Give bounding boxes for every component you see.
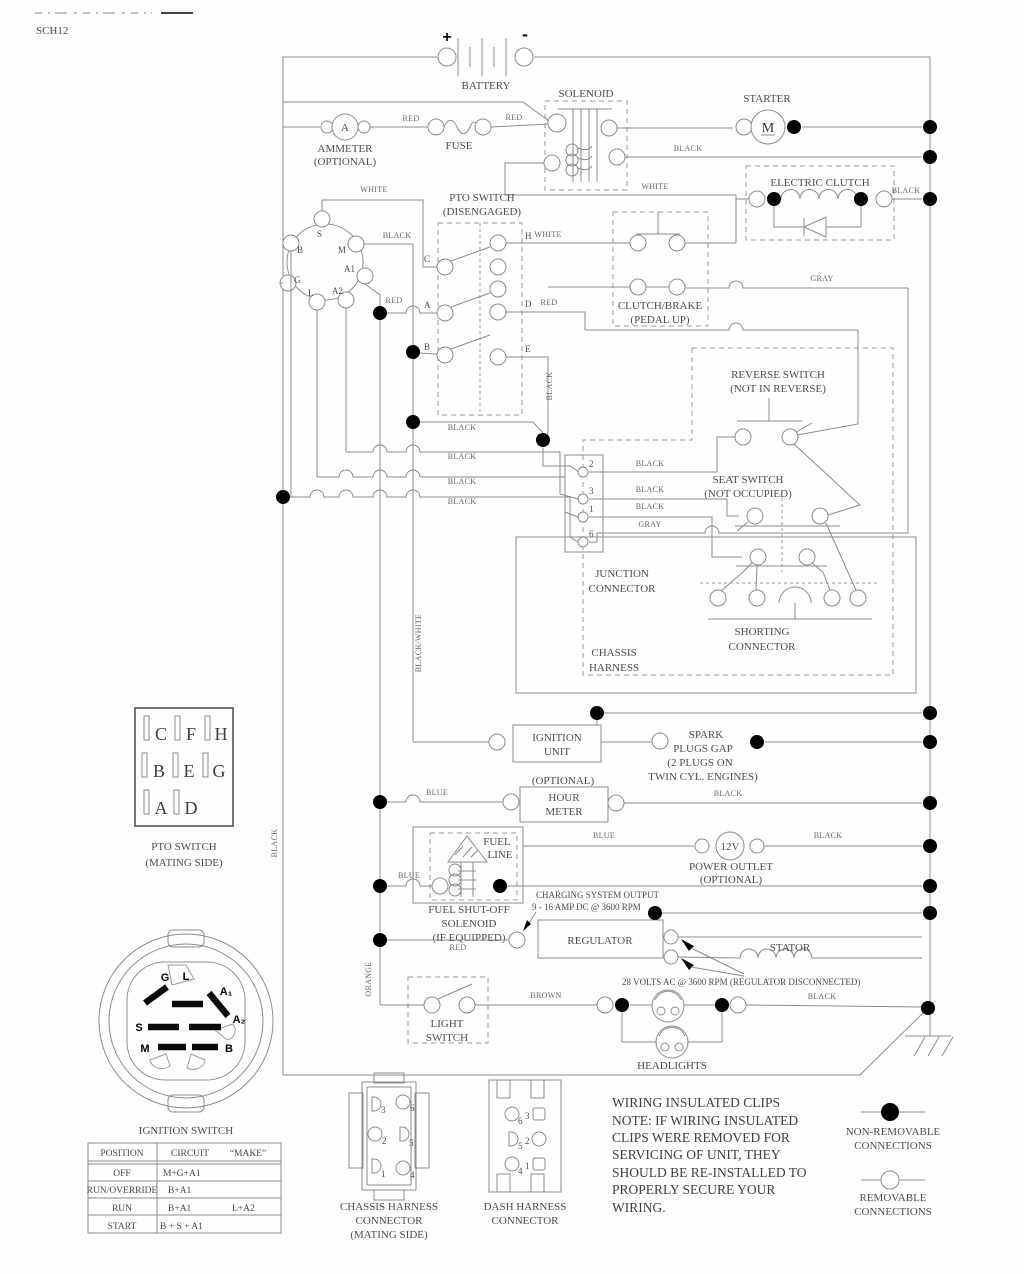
schematic-id: SCH12 <box>36 25 69 37</box>
power-outlet-symbol: 12V <box>720 841 740 853</box>
term-l: L <box>308 288 314 298</box>
wire-label-3: BLACK <box>891 186 921 195</box>
pto-switch-subtitle: (DISENGAGED) <box>442 206 522 218</box>
junction-pin-2: 2 <box>589 459 594 469</box>
wiring-clips-note <box>612 1095 807 1215</box>
dash-pin-2: 2 <box>525 1136 530 1146</box>
dash-conn-l2: CONNECTOR <box>491 1215 559 1227</box>
clutch-brake-label: CLUTCH/BRAKE <box>617 300 703 312</box>
wire-label-2: BLACK <box>673 144 703 153</box>
regulator-label: REGULATOR <box>567 935 633 947</box>
wire-label-15: BLACK <box>447 497 477 506</box>
rosette-a1: A₁ <box>219 986 233 998</box>
fuse-label: FUSE <box>445 140 473 152</box>
pto-switch-title: PTO SWITCH <box>449 192 515 204</box>
junction-label: JUNCTION <box>595 568 649 580</box>
dash-harness-connector <box>484 1080 567 1227</box>
mating-g: G <box>212 761 226 781</box>
chassis-outline-box <box>516 537 916 693</box>
nonremovable-connection-icon <box>881 1103 899 1121</box>
chassis-harness-sub: HARNESS <box>588 662 640 674</box>
dash-pin-5: 5 <box>518 1141 523 1151</box>
mating-e: E <box>183 761 195 781</box>
ignition-unit-sub: UNIT <box>543 746 571 758</box>
wire-label-16: BLACK <box>635 459 665 468</box>
light-switch <box>380 977 597 1044</box>
wire-label-28: ORANGE <box>364 961 373 997</box>
fuel-shutoff-solenoid <box>380 827 922 944</box>
light-switch-l2: SWITCH <box>425 1032 469 1044</box>
clutch-brake-sub: (PEDAL UP) <box>630 314 690 326</box>
wire-label-11: BLACK <box>545 371 554 401</box>
ammeter <box>283 114 376 168</box>
pto-pin-h: H <box>525 231 532 241</box>
reverse-sub: (NOT IN REVERSE) <box>730 383 826 395</box>
wire-label-14: BLACK <box>447 477 477 486</box>
note-line-2: NOTE: IF WIRING INSULATED <box>612 1113 799 1128</box>
pto-pin-e: E <box>525 344 531 354</box>
rosette-g: G <box>160 972 170 984</box>
wire-label-23: BLACK <box>713 789 743 798</box>
fuel-line-l1: FUEL <box>483 836 511 848</box>
wire-label-4: WHITE <box>360 185 388 194</box>
wire-label-13: BLACK <box>447 452 477 461</box>
tbl-h-circuit: CIRCUIT <box>171 1149 209 1159</box>
ignition-unit-label: IGNITION <box>532 732 582 744</box>
note-line-7: WIRING. <box>612 1200 666 1215</box>
fuel-solenoid-l2: SOLENOID <box>441 918 497 930</box>
wire-color-labels <box>270 113 920 1001</box>
chassis-pin-6: 6 <box>410 1103 415 1113</box>
chassis-harness-connector <box>340 1073 438 1241</box>
shorting-sub: CONNECTOR <box>728 641 796 653</box>
junction-pin-3: 3 <box>589 486 594 496</box>
mating-b: B <box>152 761 166 781</box>
pto-pin-c: C <box>424 254 431 264</box>
wire-label-19: GRAY <box>638 520 662 529</box>
mating-f: F <box>185 724 197 744</box>
junction-pin-6: 6 <box>589 529 594 539</box>
tbl-r3-pos: RUN <box>111 1204 133 1214</box>
charging-note-2: 9 - 16 AMP DC @ 3600 RPM <box>532 902 641 912</box>
wire-label-9: RED <box>540 298 558 307</box>
legend-nonremovable-2: CONNECTIONS <box>854 1140 932 1152</box>
mating-h: H <box>214 724 228 744</box>
legend-nonremovable-1: NON-REMOVABLE <box>845 1126 941 1138</box>
wire-label-0: RED <box>402 114 420 123</box>
rosette-a2: A₂ <box>232 1014 246 1026</box>
stator-label: STATOR <box>769 942 811 954</box>
wire-label-26: BLACK <box>813 831 843 840</box>
electric-clutch <box>736 166 922 240</box>
note-line-1: WIRING INSULATED CLIPS <box>612 1095 780 1110</box>
ignition-unit <box>413 713 922 762</box>
wire-label-21: BLACK <box>270 828 279 858</box>
battery-plus: + <box>442 29 452 46</box>
rosette-l: L <box>182 971 190 983</box>
mating-a: A <box>154 798 168 818</box>
ammeter-symbol: A <box>341 122 349 134</box>
wire-label-30: BLACK <box>807 992 837 1001</box>
term-s: S <box>317 229 323 239</box>
wire-label-25: BLUE <box>592 831 616 840</box>
term-a2: A2 <box>332 286 343 296</box>
shorting-label: SHORTING <box>734 626 790 638</box>
spark-l3: (2 PLUGS ON <box>667 757 733 769</box>
tbl-r1-circ: M+G+A1 <box>163 1169 201 1179</box>
seat-label: SEAT SWITCH <box>712 474 784 486</box>
chassis-conn-l3: (MATING SIDE) <box>350 1229 428 1241</box>
hour-meter-l2: METER <box>545 806 583 818</box>
fuse <box>370 119 549 152</box>
legend-removable-2: CONNECTIONS <box>854 1206 932 1218</box>
rosette-b: B <box>225 1043 233 1055</box>
junction-pin-1: 1 <box>589 504 594 514</box>
fuel-solenoid-l1: FUEL SHUT-OFF <box>428 904 510 916</box>
headlights <box>597 990 922 1072</box>
term-m: M <box>338 245 347 255</box>
headlights-label: HEADLIGHTS <box>637 1060 707 1072</box>
power-outlet-l2: (OPTIONAL) <box>699 874 763 886</box>
dash-pin-1: 1 <box>525 1161 530 1171</box>
wire-label-22: BLUE <box>425 788 449 797</box>
dash-pin-6: 6 <box>518 1116 523 1126</box>
chassis-conn-l2: CONNECTOR <box>355 1215 423 1227</box>
power-outlet <box>523 832 922 886</box>
chassis-pin-1: 1 <box>381 1169 386 1179</box>
dash-conn-l1: DASH HARNESS <box>483 1201 567 1213</box>
note-line-6: PROPERLY SECURE YOUR <box>612 1182 776 1197</box>
wire-label-10: GRAY <box>810 274 834 283</box>
wire-label-20: BLACK/WHITE <box>414 613 423 673</box>
power-outlet-l1: POWER OUTLET <box>688 861 774 873</box>
battery-label: BATTERY <box>461 80 511 92</box>
legend-removable-1: REMOVABLE <box>859 1192 927 1204</box>
clutch-brake-switch <box>548 212 908 326</box>
mating-d: D <box>184 798 198 818</box>
ground-symbol <box>905 1036 953 1056</box>
removable-connection-icon <box>881 1171 899 1189</box>
wire-label-17: BLACK <box>635 485 665 494</box>
spark-l1: SPARK <box>688 729 724 741</box>
tbl-r1-pos: OFF <box>113 1169 131 1179</box>
electric-clutch-label: ELECTRIC CLUTCH <box>770 177 870 189</box>
wire-label-1: RED <box>505 113 523 122</box>
starter-label: STARTER <box>743 93 791 105</box>
spark-l2: PLUGS GAP <box>673 743 733 755</box>
starter-symbol: M <box>761 121 775 136</box>
chassis-pin-2: 2 <box>382 1136 387 1146</box>
hour-meter-l1: HOUR <box>548 792 580 804</box>
battery <box>438 24 533 92</box>
charging-note-1: CHARGING SYSTEM OUTPUT <box>536 890 660 900</box>
solenoid-label: SOLENOID <box>558 88 614 100</box>
tbl-r3-circ: B+A1 <box>168 1204 192 1214</box>
wire-label-8: RED <box>385 296 403 305</box>
wire-label-18: BLACK <box>635 502 665 511</box>
chassis-pin-3: 3 <box>381 1105 386 1115</box>
wire-label-29: BROWN <box>530 991 562 1000</box>
stator-note: 28 VOLTS AC @ 3600 RPM (REGULATOR DISCONNECTED) <box>622 977 861 987</box>
shorting-connector <box>700 583 880 653</box>
tbl-r4-pos: START <box>107 1222 137 1232</box>
fuel-line-l2: LINE <box>487 849 513 861</box>
tbl-h-position: POSITION <box>100 1149 144 1159</box>
note-line-3: CLIPS WERE REMOVED FOR <box>612 1130 790 1145</box>
wire-label-24: BLUE <box>397 871 421 880</box>
pto-mating-side <box>135 708 233 869</box>
ammeter-optional: (OPTIONAL) <box>313 156 377 168</box>
seat-sub: (NOT OCCUPIED) <box>704 488 792 500</box>
pto-mating-sub: (MATING SIDE) <box>145 857 223 869</box>
ignition-switch-drawing <box>99 930 273 1137</box>
note-line-5: SHOULD BE RE-INSTALLED TO <box>612 1165 807 1180</box>
fuel-solenoid-l3: (IF EQUIPPED) <box>432 932 506 944</box>
rosette-m: M <box>140 1043 150 1055</box>
pto-pin-b: B <box>424 342 431 352</box>
pto-mating-label: PTO SWITCH <box>151 841 217 853</box>
term-b: B <box>297 245 304 255</box>
tbl-h-make: “MAKE” <box>229 1149 267 1159</box>
note-line-4: SERVICING OF UNIT, THEY <box>612 1147 781 1162</box>
ammeter-label: AMMETER <box>317 143 373 155</box>
chassis-pin-4: 4 <box>410 1170 415 1180</box>
wire-label-27: RED <box>449 943 467 952</box>
chassis-conn-l1: CHASSIS HARNESS <box>339 1201 439 1213</box>
chassis-harness-label: CHASSIS <box>591 647 637 659</box>
hour-meter-optional: (OPTIONAL) <box>531 775 595 787</box>
ignition-table <box>87 1143 281 1233</box>
battery-minus: - <box>522 24 528 44</box>
wire-label-6: WHITE <box>534 230 562 239</box>
pto-pin-a: A <box>424 300 431 310</box>
pto-switch-disengaged <box>387 192 858 440</box>
reverse-label: REVERSE SWITCH <box>731 369 825 381</box>
spark-l4: TWIN CYL. ENGINES) <box>648 771 758 783</box>
term-g: G <box>294 275 301 285</box>
starter <box>736 93 922 144</box>
term-a1: A1 <box>344 264 355 274</box>
wire-label-12: BLACK <box>447 423 477 432</box>
dash-pin-4: 4 <box>518 1166 523 1176</box>
tbl-r3-extra: L+A2 <box>232 1204 255 1214</box>
tbl-r2-circ: B+A1 <box>168 1186 192 1196</box>
dash-pin-3: 3 <box>525 1111 530 1121</box>
light-switch-l1: LIGHT <box>430 1018 464 1030</box>
connections-legend <box>846 1103 941 1218</box>
junction-sub: CONNECTOR <box>588 583 656 595</box>
pto-pin-d: D <box>525 299 532 309</box>
tbl-r4-circ: B + S + A1 <box>160 1222 203 1232</box>
mating-c: C <box>154 724 168 744</box>
ignition-switch-label: IGNITION SWITCH <box>138 1125 234 1137</box>
chassis-pin-5: 5 <box>409 1138 414 1148</box>
wire-label-7: BLACK <box>382 231 412 240</box>
junction-feed-wires <box>283 422 578 542</box>
wire-label-5: WHITE <box>641 182 669 191</box>
rosette-s: S <box>135 1022 143 1034</box>
tbl-r2-pos: RUN/OVERRIDE <box>86 1186 158 1196</box>
